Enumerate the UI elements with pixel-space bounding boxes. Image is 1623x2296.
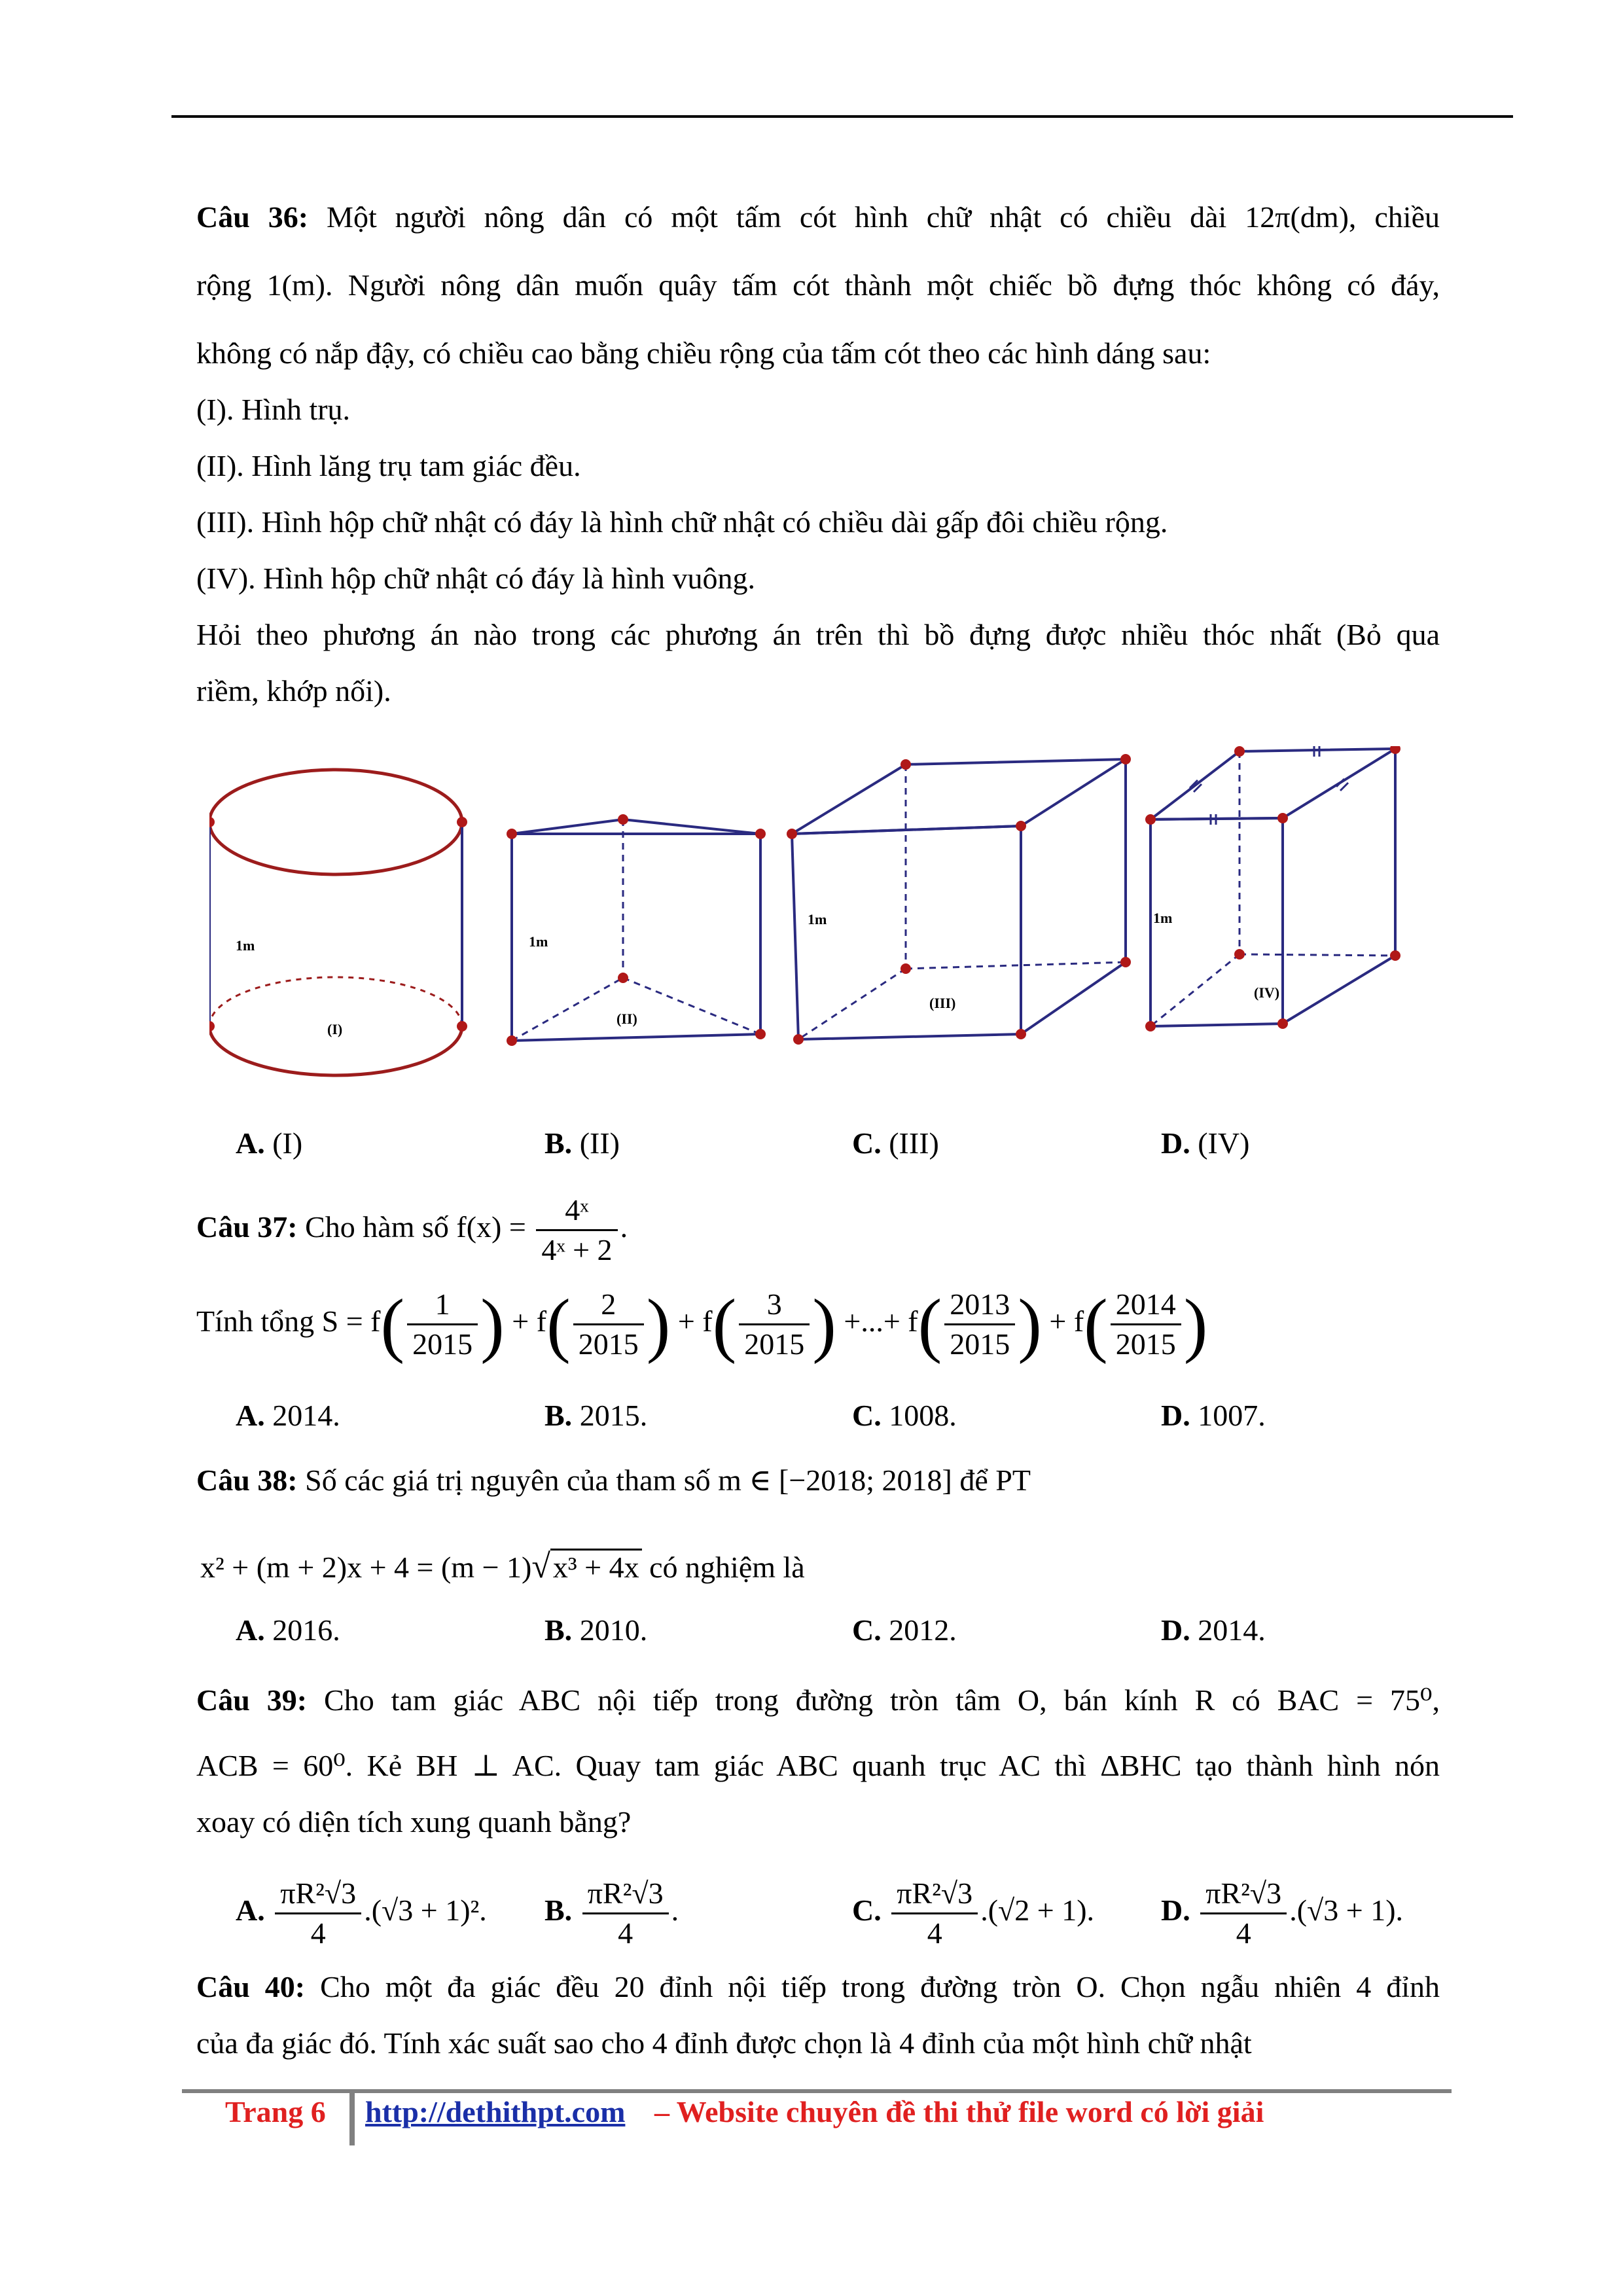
q40-label: Câu 40: xyxy=(196,1970,306,2003)
footer-link[interactable]: http://dethithpt.com xyxy=(365,2095,626,2128)
question-38-line1: Câu 38: Số các giá trị nguyên của tham số m ∈ [−2018; 2018] để PT xyxy=(196,1463,1031,1497)
q36-figure xyxy=(209,746,1427,1093)
q39-line1: Câu 39: Cho tam giác ABC nội tiếp trong đường tròn tâm O, bán kính R có BAC = 75⁰, xyxy=(196,1683,1440,1717)
q39-line2: ACB = 60⁰. Kẻ BH ⊥ AC. Quay tam giác ABC quanh trục AC thì ΔBHC tạo thành hình nón xyxy=(196,1749,1440,1782)
box-height-label: 1m xyxy=(808,911,827,927)
question-39 xyxy=(196,1679,1440,1843)
q37-function-fraction: $\frac{\text{4ˣ}}{\text{4ˣ + 2}}$ xyxy=(536,1191,617,1269)
prism-height-label: 1m xyxy=(529,933,548,950)
q37-answer-a[interactable]: A. 2014. xyxy=(236,1399,340,1432)
q39-label: Câu 39: xyxy=(196,1683,308,1717)
q37-answer-c[interactable]: C. 1008. xyxy=(852,1399,957,1432)
q36-answer-d[interactable]: D. (IV) xyxy=(1161,1126,1250,1160)
question-40 xyxy=(196,1966,1440,2064)
question-36 xyxy=(196,196,1440,712)
q37-answer-b[interactable]: B. 2015. xyxy=(544,1399,648,1432)
footer-separator xyxy=(349,2093,355,2145)
box-label: (III) xyxy=(929,995,956,1011)
q38-answer-d[interactable]: D. 2014. xyxy=(1161,1613,1266,1647)
square-box-height-label: 1m xyxy=(1153,910,1173,926)
q36-answer-a[interactable]: A. (I) xyxy=(236,1126,303,1160)
cylinder-height-label: 1m xyxy=(236,937,255,954)
prism-label: (II) xyxy=(616,1011,637,1027)
q36-ask-line1: Hỏi theo phương án nào trong các phương án trên thì bồ đựng được nhiều thóc nhất (Bỏ qua xyxy=(196,618,1440,651)
q38-answer-a[interactable]: A. 2016. xyxy=(236,1613,340,1647)
q36-line1: Câu 36: Một người nông dân có một tấm cót hình chữ nhật có chiều dài 12π(dm), chiều xyxy=(196,200,1440,234)
q38-label: Câu 38: xyxy=(196,1463,298,1497)
q39-answer-c[interactable]: C. $\frac{\text{πR²√3}}{4}$ .(√2 + 1). xyxy=(852,1874,1094,1952)
q40-line1: Câu 40: Cho một đa giác đều 20 đỉnh nội tiếp trong đường tròn O. Chọn ngẫu nhiên 4 đỉnh xyxy=(196,1970,1440,2003)
vertex-dots xyxy=(209,746,1400,1046)
square-box-label: (IV) xyxy=(1254,984,1280,1001)
q36-option-1: (I). Hình trụ. xyxy=(196,393,351,426)
footer-rule xyxy=(182,2089,1452,2093)
q36-label: Câu 36: xyxy=(196,200,309,234)
q38-answer-b[interactable]: B. 2010. xyxy=(544,1613,648,1647)
q36-line3: không có nắp đậy, có chiều cao bằng chiều rộng của tấm cót theo các hình dáng sau: xyxy=(196,336,1211,370)
q36-option-3: (III). Hình hộp chữ nhật có đáy là hình chữ nhật có chiều dài gấp đôi chiều rộng. xyxy=(196,505,1168,539)
footer-tagline: – Website chuyên đề thi thử file word có lời giải xyxy=(654,2095,1264,2128)
q39-answer-a[interactable]: A. $\frac{\text{πR²√3}}{4}$ .(√3 + 1)². xyxy=(236,1874,487,1952)
footer-page-number: Trang 6 xyxy=(225,2095,326,2128)
cylinder-label: (I) xyxy=(327,1021,343,1037)
q39-answer-b[interactable]: B. $\frac{\text{πR²√3}}{4}$ . xyxy=(544,1874,679,1952)
q36-ask-line2: riềm, khớp nối). xyxy=(196,674,391,708)
q37-answer-d[interactable]: D. 1007. xyxy=(1161,1399,1266,1432)
triangular-prism-shape xyxy=(512,819,760,1041)
q36-answer-c[interactable]: C. (III) xyxy=(852,1126,939,1160)
question-37-sum: Tính tổng S = f( $\frac{1}{2015}$ ) + f( $\frac{2}{2015}$ ) + f( $\frac{3}{2015}$ ) +...+ f( $\frac{2013}{2015}$ ) + f( $\frac{2014}{2015}$ ) xyxy=(196,1284,1208,1365)
q36-line2: rộng 1(m). Người nông dân muốn quây tấm cót thành một chiếc bồ đựng thóc không có đáy, xyxy=(196,268,1440,302)
q36-option-2: (II). Hình lăng trụ tam giác đều. xyxy=(196,449,581,482)
q39-line3: xoay có diện tích xung quanh bằng? xyxy=(196,1805,632,1839)
q36-option-4: (IV). Hình hộp chữ nhật có đáy là hình vuông. xyxy=(196,562,756,595)
rectangular-box-shape xyxy=(792,759,1126,1039)
question-37-intro: Câu 37: Cho hàm số f(x) = $\frac{\text{4ˣ}}{\text{4ˣ + 2}}$ . xyxy=(196,1191,628,1269)
question-38-equation: x² + (m + 2)x + 4 = (m − 1)√x³ + 4x có nghiệm là xyxy=(200,1548,805,1585)
header-rule xyxy=(171,115,1513,118)
q40-line2: của đa giác đó. Tính xác suất sao cho 4 đỉnh được chọn là 4 đỉnh của một hình chữ nhật xyxy=(196,2026,1252,2060)
q36-answer-b[interactable]: B. (II) xyxy=(544,1126,620,1160)
q37-label: Câu 37: xyxy=(196,1210,298,1244)
q39-answer-d[interactable]: D. $\frac{\text{πR²√3}}{4}$ .(√3 + 1). xyxy=(1161,1874,1403,1952)
q38-answer-c[interactable]: C. 2012. xyxy=(852,1613,957,1647)
